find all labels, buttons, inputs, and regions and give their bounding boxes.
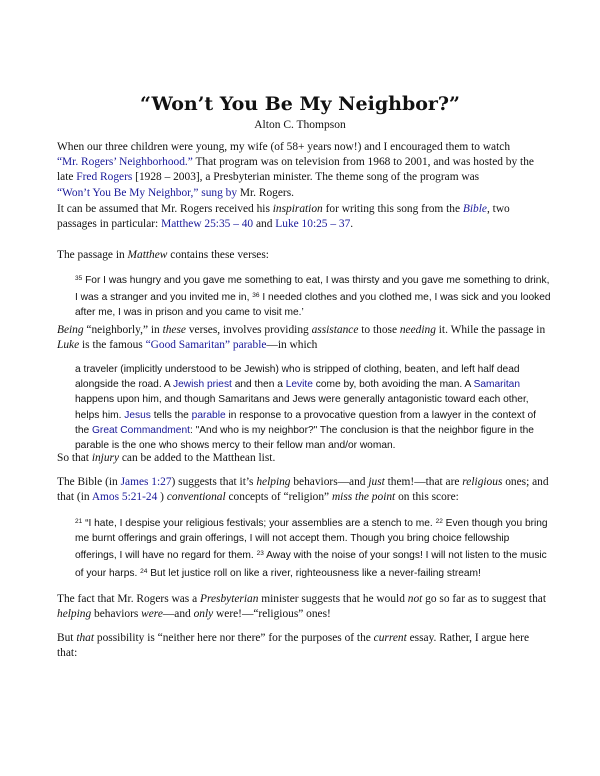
verse-number: 22 [435,518,443,525]
paragraph-inspiration: It can be assumed that Mr. Rogers received his inspiration for writing this song from the Bible, two passages in particular: Matthew 25:35 – 40 and Luke 10:25 – 37. [57,203,510,231]
document-title: “Won’t You Be My Neighbor?” [139,93,460,115]
link-amos[interactable]: Amos 5:21-24 [91,491,158,504]
link-matthew[interactable]: Matthew 25:35 – 40 [161,218,254,231]
paragraph-religion: The Bible (in James 1:27) suggests that it’s helping behaviors—and just them!—that are religious ones; and that (in Amos 5:21-24 ) conventional concepts of “religion” miss the point on this score: [57,476,549,504]
quote-matthew: $^{35}$ For I was hungry and you gave me something to eat, I was thirsty and you gave me something to drink, I was a stranger and you invited me in, $^{36}$ I needed clothes and you clothed me, I was sick and you looked after me, I was in prison and you came to visit me.’ [75,275,551,319]
link-luke[interactable]: Luke 10:25 – 37 [275,218,351,231]
link-jewish-priest[interactable]: Jewish priest [173,379,232,391]
link-james[interactable]: James 1:27 [120,476,172,488]
link-great-commandment[interactable]: Great Commandment [92,424,190,436]
link-samaritan[interactable]: Samaritan [473,379,520,391]
verse-number: 24 [140,567,148,575]
link-wont-you-be-my-neighbor[interactable]: “Won’t You Be My Neighbor,” sung by [57,186,238,199]
verse-number: 35 [75,275,83,282]
author-name: Alton C. Thompson [254,119,346,131]
quote-samaritan: a traveler (implicitly understood to be Jewish) who is stripped of clothing, beaten, and left half dead alongside the road. A Jewish priest and then a Levite come by, both avoiding the man. A Samaritan happens upon him, and though Samaritans and Jews were generally antagonistic toward each other, helps him. Jesus tells the parable in response to a provocative question from a lawyer in the context of the Great Commandment: "And who is my neighbor?" The conclusion is that the neighbor figure in the parable is the one who shows mercy to their fellow man and/or woman. [75,364,536,452]
paragraph-matthew-intro: The passage in Matthew contains these verses: [57,249,269,261]
link-jesus[interactable]: Jesus [124,409,151,421]
paragraph-neighborly: Being “neighborly,” in these verses, involves providing assistance to those needing it. While the passage in Luke is the famous “Good Samaritan” parable—in which [57,324,546,352]
quote-amos: $^{21}$ “I hate, I despise your religious festivals; your assemblies are a stench to me. $^{22}$ Even though you bring me burnt offerings and grain offerings, I will not accept them. Though you bring choice fellowship offerings, I will have no regard for them. $^{23}$ Away with the noise of your songs! I will not listen to the music of your harps. $^{24}$ But let justice roll on like a river, righteousness like a never-failing stream! [75,518,548,579]
paragraph-injury: So that injury can be added to the Matthean list. [57,452,276,464]
verse-number: 36 [252,292,260,300]
paragraph-presbyterian: The fact that Mr. Rogers was a Presbyterian minister suggests that he would not go so far as to suggest that helping behaviors were—and only were!—“religious” ones! [57,593,547,621]
paragraph-argument: But that possibility is “neither here nor there” for the purposes of the current essay. Rather, I argue here that: [57,632,530,660]
link-parable[interactable]: parable [191,409,226,421]
link-levite[interactable]: Levite [285,379,313,391]
link-mr-rogers-neighborhood[interactable]: “Mr. Rogers’ Neighborhood.” [57,156,193,169]
verse-number: 23 [256,550,264,558]
verse-number: 21 [75,518,83,525]
link-bible[interactable]: Bible [462,203,487,215]
link-fred-rogers[interactable]: Fred Rogers [76,171,133,184]
link-good-samaritan[interactable]: “Good Samaritan” parable [145,339,267,352]
paragraph-intro: When our three children were young, my wife (of 58+ years now!) and I encouraged them to watch “Mr. Rogers’ Neighborhood.” That program was on television from 1968 to 2001, and was hosted by the late Fred Rogers [1928 – 2003], a Presbyterian minister. The theme song of the program was “Won’t You Be My Neighbor,” sung by Mr. Rogers. [57,141,534,199]
